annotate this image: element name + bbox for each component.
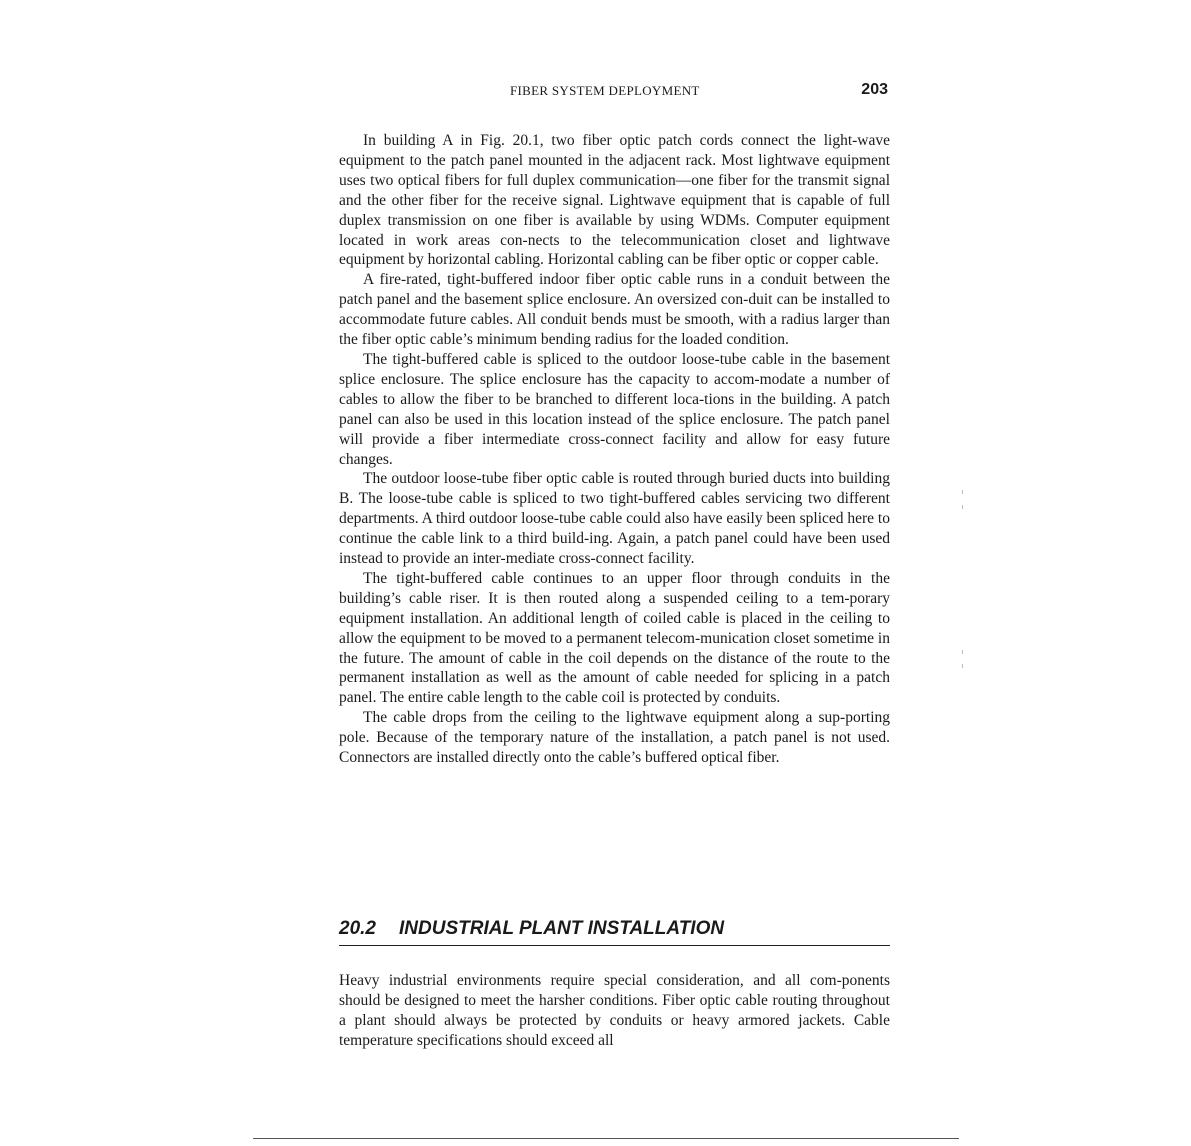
paragraph-patch-cords: In building A in Fig. 20.1, two fiber optic patch cords connect the light-wave equipment to the patch panel mounted in the adjacent rack. Most lightwave equipment uses two optical fibers for full duplex communication—one fiber for the transmit signal and the other fiber for the receive signal. Lightwave equipment that is capable of full duplex transmission on one fiber is available by using WDMs. Computer equipment located in work areas con-nects to the telecommunication closet and lightwave equipment by horizontal cabling. Horizontal cabling can be fiber optic or copper cable.: [339, 132, 890, 269]
section-number: 20.2: [339, 918, 376, 939]
running-title: FIBER SYSTEM DEPLOYMENT: [510, 83, 700, 98]
running-head: [339, 81, 889, 103]
paragraph-cable-riser: The tight-buffered cable continues to an upper floor through conduits in the building’s cable riser. It is then routed along a suspended ceiling to a tem-porary equipment installation. An additional length of coiled cable is placed in the ceiling to allow the equipment to be moved to a permanent telecom-munication closet sometime in the future. The amount of cable in the coil depends on the distance of the route to the permanent installation as well as the amount of cable needed for splicing in a patch panel. The entire cable length to the cable coil is protected by conduits.: [339, 569, 890, 707]
scan-mark: [962, 664, 963, 668]
scan-mark: [962, 490, 963, 494]
scan-mark: [962, 650, 963, 654]
section-body: [339, 971, 890, 1051]
paragraph-building-b: The outdoor loose-tube fiber optic cable is routed through buried ducts into building B. The loose-tube cable is spliced to two tight-buffered cables servicing two different departments. A third outdoor loose-tube cable could also have easily been spliced here to continue the cable link to a third build-ing. Again, a patch panel could have been used instead to provide an inter-mediate cross-connect facility.: [339, 470, 890, 568]
paragraph-cable-drop: The cable drops from the ceiling to the lightwave equipment along a sup-porting pole. Because of the temporary nature of the installation, a patch panel is not used. Connectors are installed directly onto the cable’s buffered optical fiber.: [339, 709, 890, 767]
page-number: 203: [861, 81, 888, 98]
paragraph-indoor-cable: A fire-rated, tight-buffered indoor fiber optic cable runs in a conduit between the patch panel and the basement splice enclosure. An oversized con-duit can be installed to accommodate future cables. All conduit bends must be smooth, with a radius larger than the fiber optic cable’s minimum bending radius for the loaded condition.: [339, 271, 890, 349]
body-text: [339, 131, 890, 768]
section-title: INDUSTRIAL PLANT INSTALLATION: [399, 918, 725, 939]
paragraph-industrial: Heavy industrial environments require special consideration, and all com-ponents should be designed to meet the harsher conditions. Fiber optic cable routing throughout a plant should always be protected by conduits or heavy armored jackets. Cable temperature specifications should exceed all: [339, 972, 890, 1049]
scan-mark: [962, 505, 963, 509]
paragraph-splice-enclosure: The tight-buffered cable is spliced to the outdoor loose-tube cable in the basement splice enclosure. The splice enclosure has the capacity to accom-modate a number of cables to allow the fiber to be branched to different loca-tions in the building. A patch panel can also be used in this location instead of the splice enclosure. The patch panel will provide a fiber intermediate cross-connect facility and allow for easy future changes.: [339, 350, 890, 468]
section-heading: [339, 917, 890, 946]
bottom-rule: [253, 1138, 959, 1139]
